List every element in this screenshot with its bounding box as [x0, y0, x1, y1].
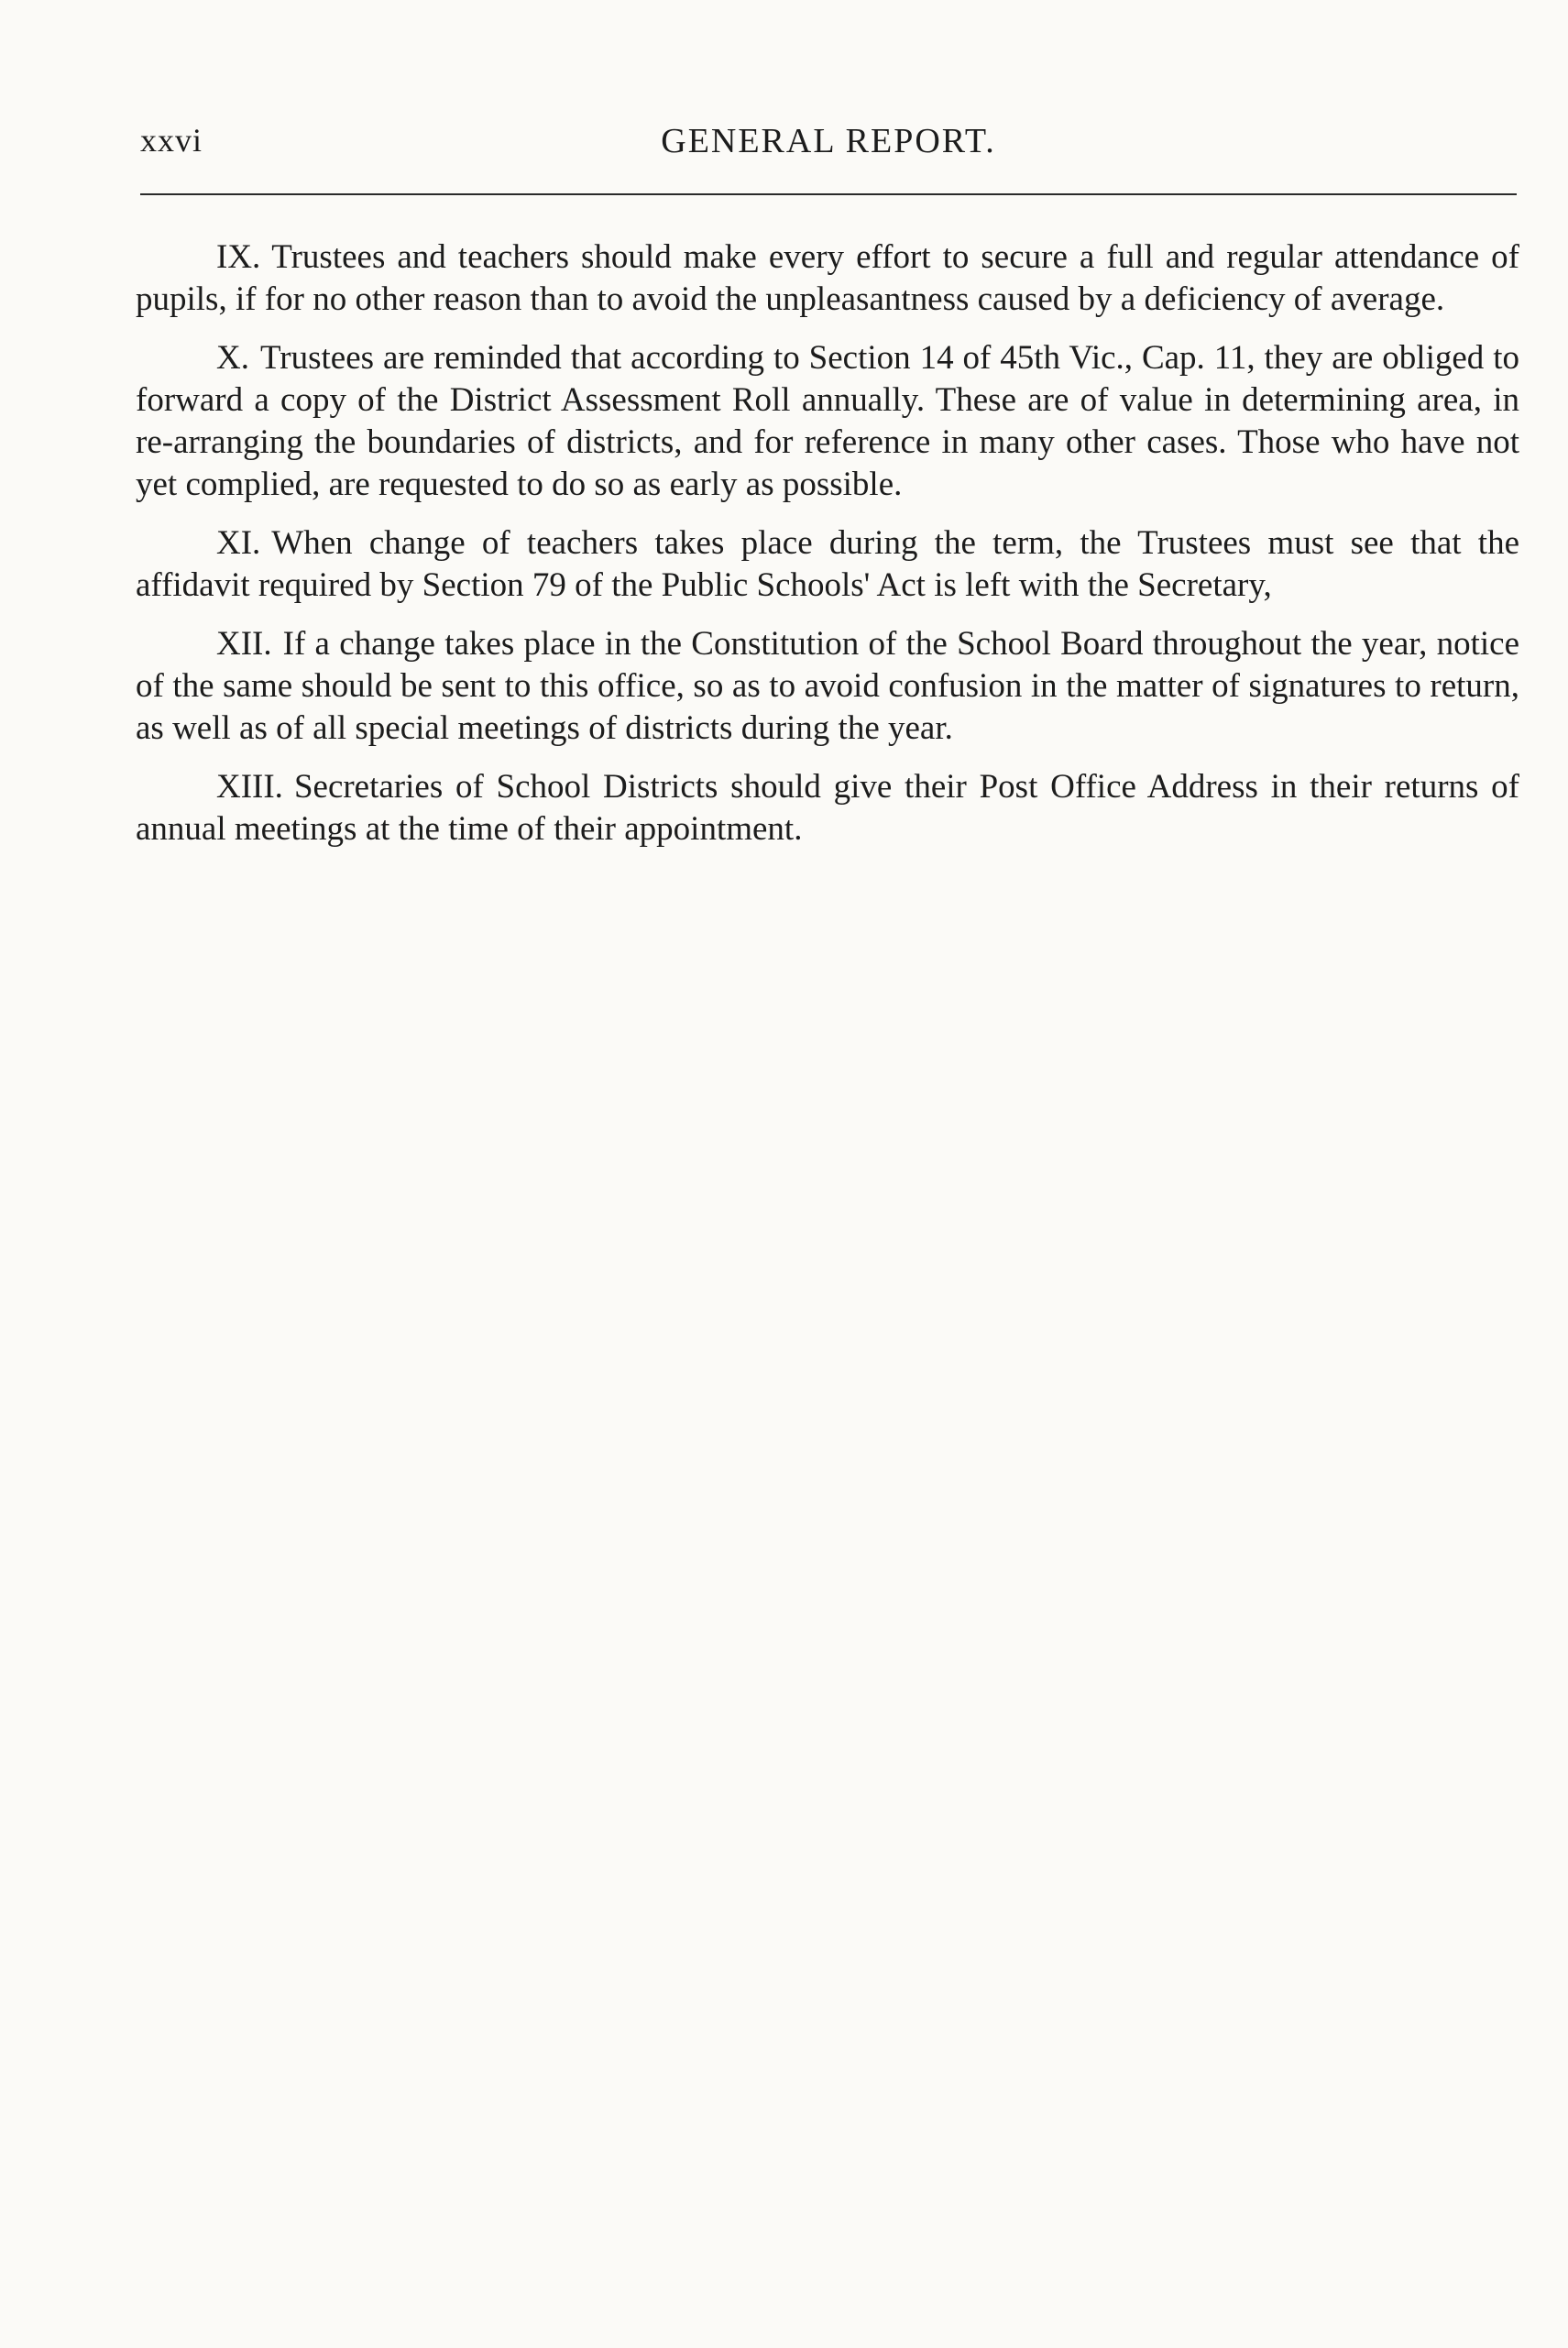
paragraph-ix — [136, 236, 1519, 321]
header-rule — [140, 193, 1517, 195]
section-numeral: IX. — [216, 238, 261, 276]
body-text — [136, 236, 1519, 867]
paragraph-text: When change of teachers takes place during the term, the Trustees must see that the affidavit required by Section 79 of the Public Schools' Act is left with the Secretary, — [136, 524, 1519, 604]
paragraph-xi — [136, 522, 1519, 607]
paragraph-xiii — [136, 766, 1519, 850]
section-numeral: XII. — [216, 625, 272, 663]
section-numeral: XI. — [216, 524, 261, 562]
paragraph-text: Trustees and teachers should make every effort to secure a full and regular attendance of pupils, if for no other reason than to avoid the unpleasantness caused by a deficiency of average. — [136, 238, 1519, 318]
section-numeral: XIII. — [216, 768, 283, 806]
paragraph-xii — [136, 623, 1519, 750]
paragraph-text: Trustees are reminded that according to Section 14 of 45th Vic., Cap. 11, they are obliged to forward a copy of the District Assessment Roll annually. These are of value in determining area, in re-arranging the boundaries of districts, and for reference in many other cases. Those who have not yet complied, are requested to do so as early as possible. — [136, 339, 1519, 503]
section-numeral: X. — [216, 339, 249, 377]
paragraph-text: Secretaries of School Districts should give their Post Office Address in their returns of annual meetings at the time of their appointment. — [136, 768, 1519, 848]
page-title: GENERAL REPORT. — [661, 122, 996, 160]
paragraph-text: If a change takes place in the Constitution of the School Board throughout the year, notice of the same should be sent to this office, so as to avoid confusion in the matter of signatures to return, as well as of all special meetings of districts during the year. — [136, 625, 1519, 747]
paragraph-x — [136, 337, 1519, 506]
page-number: xxvi — [140, 122, 203, 159]
running-head — [140, 121, 1517, 167]
